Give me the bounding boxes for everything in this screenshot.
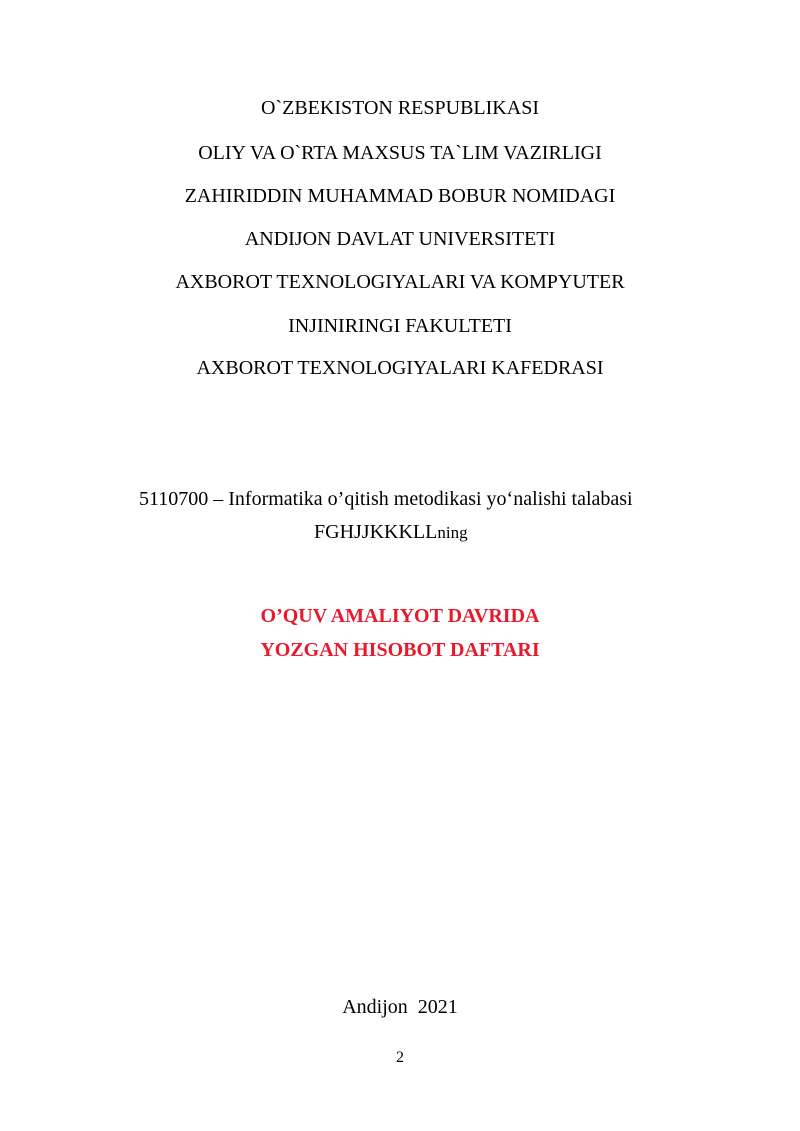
header-ministry: OLIY VA O`RTA MAXSUS TA`LIM VAZIRLIGI <box>198 142 602 164</box>
report-title-line2: YOZGAN HISOBOT DAFTARI <box>260 639 540 661</box>
header-university-name: ZAHIRIDDIN MUHAMMAD BOBUR NOMIDAGI <box>184 185 616 207</box>
header-faculty-line1: AXBOROT TEXNOLOGIYALARI VA KOMPYUTER <box>175 271 625 293</box>
footer-city-year: Andijon 2021 <box>342 996 458 1018</box>
student-name-suffix: ning <box>437 523 468 542</box>
report-title-line1: O’QUV AMALIYOT DAVRIDA <box>260 605 540 627</box>
page-number: 2 <box>396 1049 404 1066</box>
header-country: O`ZBEKISTON RESPUBLIKASI <box>261 97 539 119</box>
header-university: ANDIJON DAVLAT UNIVERSITETI <box>244 228 556 250</box>
header-faculty-line2: INJINIRINGI FAKULTETI <box>288 315 512 337</box>
student-name: FGHJJKKKLL <box>314 521 438 543</box>
student-program-line: 5110700 – Informatika o’qitish metodikasi yo‘nalishi talabasi <box>139 488 633 510</box>
student-name-line <box>314 520 468 545</box>
header-department: AXBOROT TEXNOLOGIYALARI KAFEDRASI <box>196 357 604 379</box>
